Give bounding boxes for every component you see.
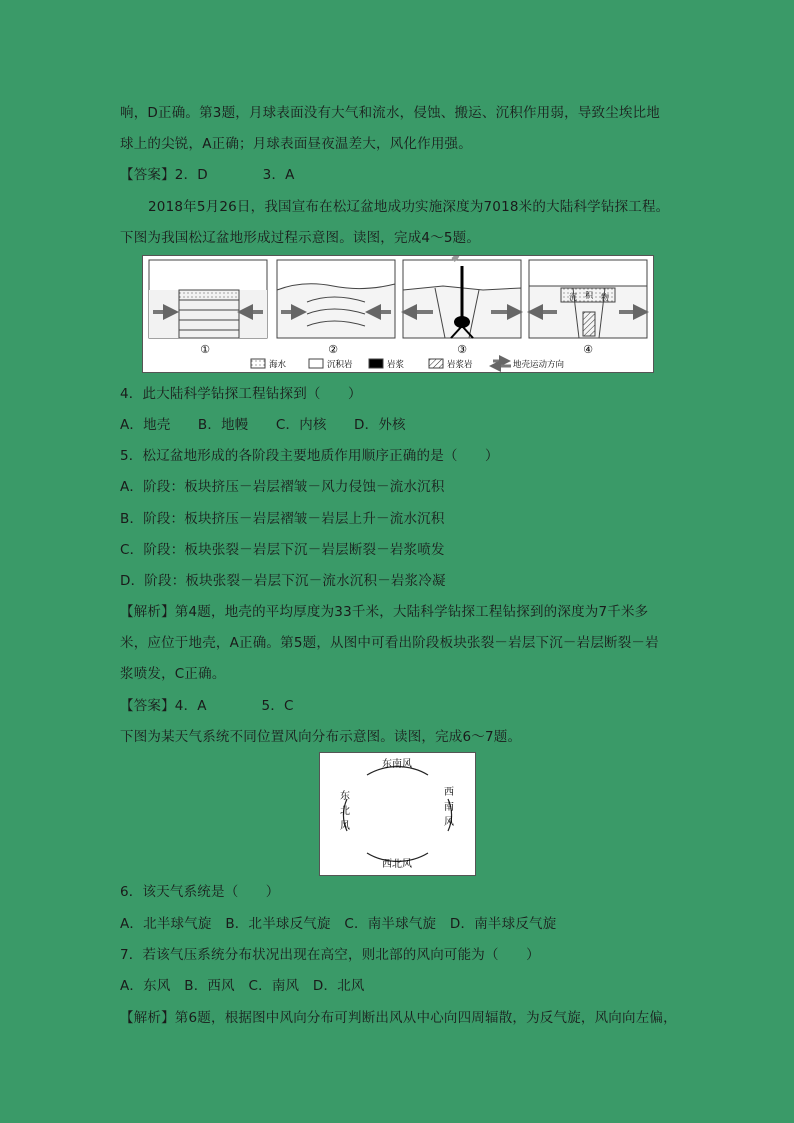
stage-4-label-1: 沉 [569, 293, 577, 302]
stage-4-panel [529, 260, 647, 356]
wind-right-2: 南 [444, 802, 454, 813]
question-6-options: A．北半球气旋 B．北半球反气旋 C．南半球气旋 D．南半球反气旋 [120, 916, 557, 932]
legend-magmatic-rock: 岩浆岩 [447, 360, 473, 370]
stage-1-panel [149, 260, 267, 356]
question-6: 6．该天气系统是（ ） [120, 884, 280, 900]
wind-left-1: 东 [340, 791, 350, 802]
text-line: 球上的尖锐，A正确；月球表面昼夜温差大，风化作用强。 [120, 136, 472, 152]
legend-crust-motion: 地壳运动方向 [513, 360, 565, 370]
wind-left-2: 北 [340, 806, 350, 817]
wind-left-3: 风 [340, 821, 350, 832]
question-7-options: A．东风 B．西风 C．南风 D．北风 [120, 978, 365, 994]
stage-1-label: ① [200, 343, 210, 356]
basin-formation-figure [142, 255, 654, 373]
question-5-option-d: D．阶段：板块张裂－岩层下沉－流水沉积－岩浆冷凝 [120, 573, 446, 589]
question-7: 7．若该气压系统分布状况出现在高空，则北部的风向可能为（ ） [120, 947, 540, 963]
stage-3-label: ③ [457, 343, 467, 356]
wind-right-1: 西 [444, 787, 454, 798]
question-4-options: A．地壳 B．地幔 C．内核 D．外核 [120, 417, 406, 433]
legend-seawater: 海水 [269, 360, 287, 370]
stage-2-panel [277, 260, 395, 356]
analysis-line: 【解析】第6题，根据图中风向分布可判断出风从中心向四周辐散，为反气旋，风向向左偏， [120, 1010, 677, 1026]
answer-line: 【答案】4．A 5．C [120, 698, 294, 714]
answer-line: 【答案】2．D 3．A [120, 167, 295, 183]
wind-right-3: 风 [444, 817, 454, 828]
stage-4-label-2: 积 [585, 291, 593, 300]
wind-top: 东南风 [382, 759, 412, 770]
legend-magma: 岩浆 [387, 360, 405, 370]
question-5-option-a: A．阶段：板块挤压－岩层褶皱－风力侵蚀－流水沉积 [120, 479, 445, 495]
stage-4-label: ④ [583, 343, 593, 356]
question-5-option-c: C．阶段：板块张裂－岩层下沉－岩层断裂－岩浆喷发 [120, 542, 445, 558]
legend-sedimentary: 沉积岩 [327, 360, 353, 370]
text-line: 下图为我国松辽盆地形成过程示意图。读图，完成4～5题。 [120, 230, 481, 246]
wind-bottom: 西北风 [382, 859, 412, 870]
question-4: 4．此大陆科学钻探工程钻探到（ ） [120, 386, 362, 402]
question-5: 5．松辽盆地形成的各阶段主要地质作用顺序正确的是（ ） [120, 448, 499, 464]
question-5-option-b: B．阶段：板块挤压－岩层褶皱－岩层上升－流水沉积 [120, 511, 445, 527]
stage-4-label-3: 物 [601, 293, 609, 302]
legend [251, 359, 565, 370]
analysis-line: 米，应位于地壳，A正确。第5题，从图中可看出阶段板块张裂－岩层下沉－岩层断裂－岩 [120, 635, 659, 651]
text-line: 下图为某天气系统不同位置风向分布示意图。读图，完成6～7题。 [120, 729, 522, 745]
analysis-line: 浆喷发，C正确。 [120, 666, 226, 682]
stage-2-label: ② [328, 343, 338, 356]
analysis-line: 【解析】第4题，地壳的平均厚度为33千米，大陆科学钻探工程钻探到的深度为7千米多 [120, 604, 649, 620]
wind-direction-figure [319, 752, 476, 876]
stage-3-panel [403, 256, 521, 356]
text-line: 响，D正确。第3题，月球表面没有大气和流水，侵蚀、搬运、沉积作用弱，导致尘埃比地 [120, 105, 660, 121]
text-line: 2018年5月26日，我国宣布在松辽盆地成功实施深度为7018米的大陆科学钻探工程。 [148, 199, 670, 215]
